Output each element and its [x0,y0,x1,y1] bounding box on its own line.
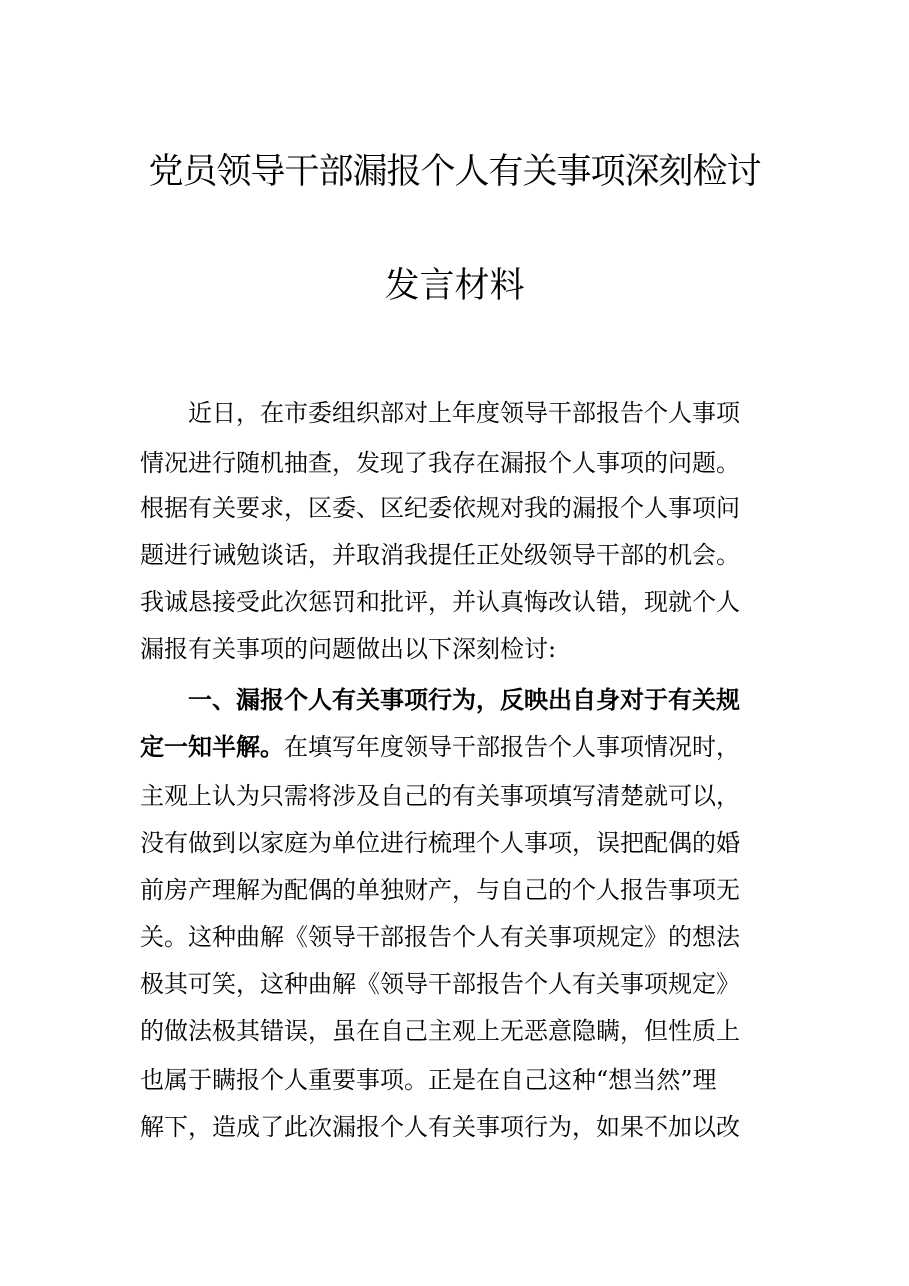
paragraph-2-line-4: 前房产理解为配偶的单独财产，与自己的个人报告事项无 [140,876,740,904]
section-1-heading: 一、漏报个人有关事项行为，反映出自身对于有关规 [188,685,740,714]
paragraph-2-line-7: 的做法极其错误，虽在自己主观上无恶意隐瞒，但性质上 [140,1017,740,1045]
paragraph-2-line-3: 没有做到以家庭为单位进行梳理个人事项，误把配偶的婚 [140,829,740,857]
paragraph-2-line-9: 解下，造成了此次漏报个人有关事项行为，如果不加以改 [140,1113,740,1141]
document-title-line-2: 发言材料 [384,266,525,306]
section-1-heading-line-1 [188,684,772,716]
section-1-heading-end: 定一知半解。 [140,732,284,761]
paragraph-2-line-8: 也属于瞒报个人重要事项。正是在自己这种“想当然”理 [140,1066,717,1094]
document-title-line-1: 党员领导干部漏报个人有关事项深刻检讨 [148,152,761,192]
paragraph-1-line-3: 根据有关要求，区委、区纪委依规对我的漏报个人事项问 [140,494,740,522]
paragraph-2-line-6: 极其可笑，这种曲解《领导干部报告个人有关事项规定》 [140,970,740,998]
paragraph-2-line-1: 定一知半解。在填写年度领导干部报告个人事项情况时， [140,732,740,761]
paragraph-1-line-2: 情况进行随机抽查，发现了我存在漏报个人事项的问题。 [140,449,740,477]
paragraph-1-line-5: 我诚恳接受此次惩罚和批评，并认真悔改认错，现就个人 [140,588,740,616]
paragraph-1-line-6: 漏报有关事项的问题做出以下深刻检讨: [140,635,557,663]
paragraph-1-line-1: 近日，在市委组织部对上年度领导干部报告个人事项 [188,399,740,427]
paragraph-2-line-2: 主观上认为只需将涉及自己的有关事项填写清楚就可以， [140,782,740,810]
paragraph-2-line-5: 关。这种曲解《领导干部报告个人有关事项规定》的想法 [140,923,740,951]
paragraph-1-line-4: 题进行诫勉谈话，并取消我提任正处级领导干部的机会。 [140,541,740,569]
